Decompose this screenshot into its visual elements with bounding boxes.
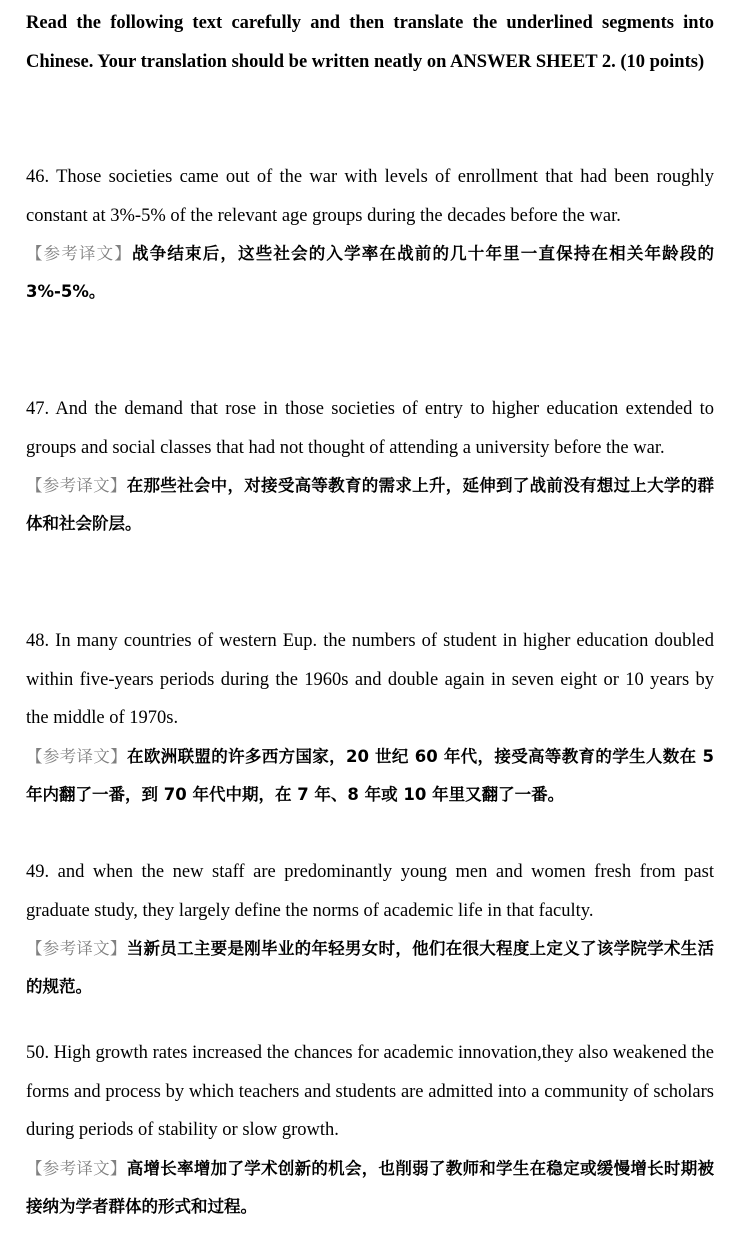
translation-text: 在那些社会中，对接受高等教育的需求上升，延伸到了战前没有想过上大学的群体和社会阶层。 [26,476,715,533]
translation-tag: 【参考译文】 [26,939,127,958]
question-49 [26,853,714,1006]
translation-tag: 【参考译文】 [26,244,133,263]
question-46-english: 46. Those societies came out of the war with levels of enrollment that had been roughly constant at 3%-5% of the relevant age groups during the decades before the war. [26,167,714,226]
question-48-translation [26,738,714,814]
question-47-english: 47. And the demand that rose in those societies of entry to higher education extended to groups and social classes that had not thought of attending a university before the war. [26,399,714,458]
question-47 [26,390,714,543]
question-46-translation [26,235,714,311]
question-49-translation [26,930,714,1006]
translation-tag: 【参考译文】 [26,476,127,495]
question-46 [26,158,714,311]
translation-tag: 【参考译文】 [26,1158,127,1178]
translation-text: 当新员工主要是刚毕业的年轻男女时，他们在很大程度上定义了该学院学术生活的规范。 [26,939,715,996]
question-48 [26,622,714,814]
question-47-translation [26,467,714,543]
question-48-english: 48. In many countries of western Eup. the numbers of student in higher education doubled within five-years periods during the 1960s and double again in seven eight or 10 years by the middle of 1970s. [26,631,714,728]
translation-tag: 【参考译文】 [26,746,128,766]
translation-text: 战争结束后，这些社会的入学率在战前的几十年里一直保持在相关年龄段的 3%-5%。 [26,244,715,301]
question-49-english: 49. and when the new staff are predominantly young men and women fresh from past graduate study, they largely define the norms of academic life in that faculty. [26,862,714,921]
translation-text: 在欧洲联盟的许多西方国家，20 世纪 60 年代，接受高等教育的学生人数在 5 年内翻了一番，到 70 年代中期，在 7 年、8 年或 10 年里又翻了一番。 [26,746,714,804]
translation-text: 高增长率增加了学术创新的机会，也削弱了教师和学生在稳定或缓慢增长时期被接纳为学者群体的形式和过程。 [26,1158,715,1216]
question-50-english: 50. High growth rates increased the chances for academic innovation,they also weakened the forms and process by which teachers and students are admitted into a community of scholars during periods of stability or slow growth. [26,1043,714,1140]
question-50 [26,1034,714,1226]
instructions-heading: Read the following text carefully and then translate the underlined segments into Chinese. Your translation should be written neatly on ANSWER SHEET 2. (10 points) [26,13,714,72]
question-50-translation [26,1150,714,1226]
document-page [26,0,715,1216]
